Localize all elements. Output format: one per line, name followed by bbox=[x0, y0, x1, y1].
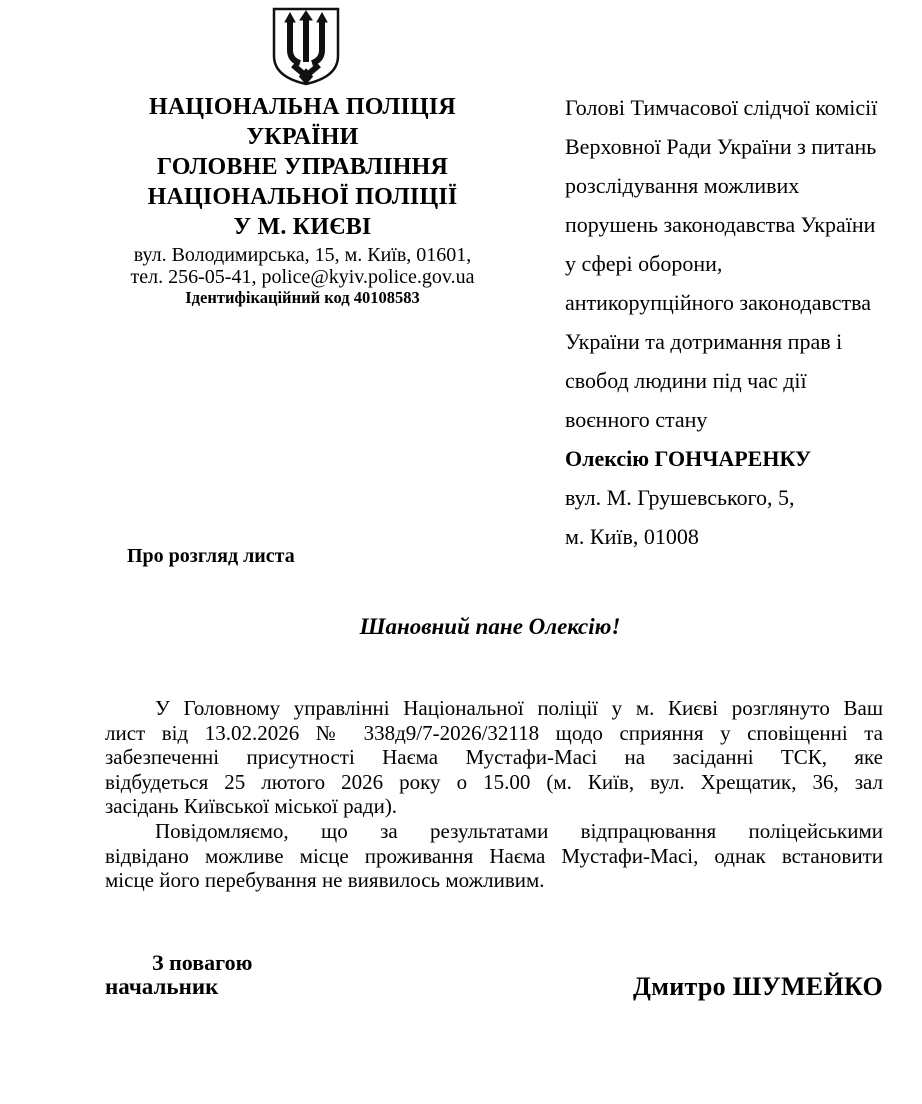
signature-row bbox=[105, 974, 883, 1000]
tryzub-emblem-icon bbox=[270, 6, 342, 86]
recipient-line: Верховної Ради України з питань bbox=[565, 134, 877, 159]
org-line: НАЦІОНАЛЬНОЇ ПОЛІЦІЇ bbox=[147, 184, 458, 210]
recipient-line: воєнного стану bbox=[565, 407, 708, 432]
recipient-line: свобод людини під час дії bbox=[565, 368, 807, 393]
recipient-address-line: вул. М. Грушевського, 5, bbox=[565, 485, 795, 510]
body-line: відвідано можливе місце проживання Наєма Мустафи-Масі, однак встановити bbox=[105, 843, 883, 868]
body-line: забезпеченні присутності Наєма Мустафи-Масі на засіданні ТСК, яке bbox=[105, 745, 883, 770]
recipient-line: Голові Тимчасової слідчої комісії bbox=[565, 95, 878, 120]
recipient-address-line: м. Київ, 01008 bbox=[565, 524, 699, 549]
body-line: Повідомляємо, що за результатами відпрацювання поліцейськими bbox=[155, 818, 883, 843]
body-line: лист від 13.02.2026 № 338д9/7-2026/32118 щодо сприяння у сповіщенні та bbox=[105, 720, 883, 745]
signer-name: Дмитро ШУМЕЙКО bbox=[633, 972, 883, 1001]
recipient-line: антикорупційного законодавства bbox=[565, 290, 872, 315]
recipient-line: України та дотримання прав і bbox=[565, 329, 843, 354]
sender-contact-line: тел. 256-05-41, police@kyiv.police.gov.ua bbox=[130, 266, 475, 288]
org-line: У М. КИЄВІ bbox=[233, 214, 372, 240]
org-line: ГОЛОВНЕ УПРАВЛІННЯ bbox=[156, 154, 449, 180]
sender-id-code: Ідентифікаційний код 40108583 bbox=[185, 288, 420, 307]
recipient-line: розслідування можливих bbox=[565, 173, 800, 198]
signature-closing: З повагою bbox=[152, 950, 253, 975]
sender-address-line: вул. Володимирська, 15, м. Київ, 01601, bbox=[133, 244, 472, 266]
org-line: УКРАЇНИ bbox=[246, 124, 359, 150]
sender-address bbox=[95, 244, 510, 288]
recipient-line: у сфері оборони, bbox=[565, 251, 723, 276]
subject-line: Про розгляд листа bbox=[127, 545, 295, 567]
sender-org-name bbox=[95, 92, 510, 242]
body-line: У Головному управлінні Національної поліції у м. Києві розглянуто Ваш bbox=[155, 696, 883, 720]
recipient-block bbox=[565, 88, 897, 556]
recipient-line: порушень законодавства України bbox=[565, 212, 876, 237]
salutation: Шановний пане Олексію! bbox=[359, 614, 621, 639]
org-line: НАЦІОНАЛЬНА ПОЛІЦІЯ bbox=[149, 94, 456, 120]
recipient-name: Олексію ГОНЧАРЕНКУ bbox=[565, 446, 812, 471]
signer-position: начальник bbox=[105, 974, 219, 999]
letter-body bbox=[105, 696, 883, 893]
body-line: засідань Київської міської ради). bbox=[105, 794, 398, 819]
body-line: місце його перебування не виявилось можливим. bbox=[105, 868, 545, 893]
body-line: відбудеться 25 лютого 2026 року о 15.00 (м. Київ, вул. Хрещатик, 36, зал bbox=[105, 769, 883, 794]
